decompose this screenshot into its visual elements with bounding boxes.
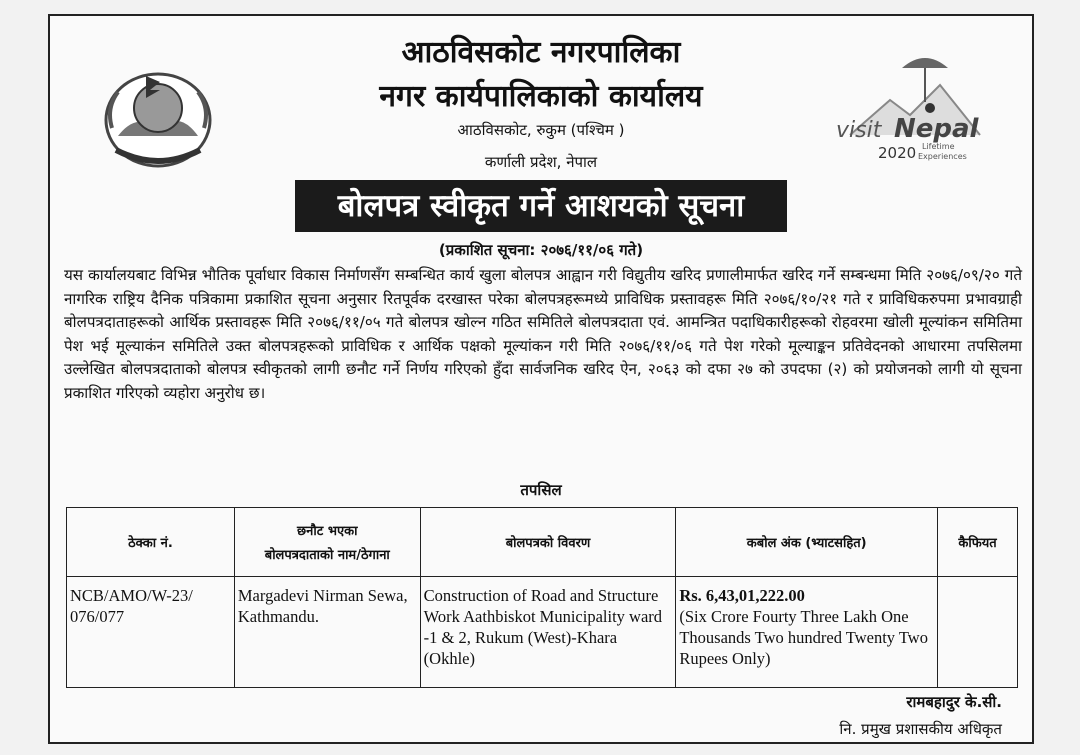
notice-body: यस कार्यालयबाट विभिन्न भौतिक पूर्वाधार विकास निर्माणसँग सम्बन्धित कार्य खुला बोलपत्र आह्वान गरी विद्युतीय खरिद प्रणालीमार्फत खरिद गर्ने सम्बन्धमा मिति २०७६/०९/२० गते नागरिक राष्ट्रिय दैनिक पत्रिकामा प्रकाशित सूचना अनुसार रितपूर्वक दरखास्त परेका बोलपत्रहरूमध्ये प्राविधिक प्रस्तावहरू मिति २०७६/१०/२१ गते र प्राविधिकरुपमा प्रभावग्राही बोलपत्रदाताहरूको आर्थिक प्रस्तावहरू मिति २०७६/११/०५ गते बोलपत्र खोल्न गठित समितिले बोलपत्रदाता एवं. आमन्त्रित पदाधिकारीहरूको रोहवरमा खोली मूल्यांकन समितिमा पेश भई मूल्याकंन समितिले उक्त बोलपत्रहरूको प्राविधिक र आर्थिक पक्षको मूल्यांकन गरी मिति २०७६/११/०६ गते पेश गरेको मूल्याङ्कन प्रतिवेदनको आधारमा तपसिलमा उल्लेखित बोलपत्रदाताको बोलपत्र स्वीकृतको लागी छनौट गर्ने निर्णय गरिएको हुँदा सार्वजनिक खरिद ऐन, २०६३ को दफा २७ को उपदफा (२) को प्रयोजनको लागी यो सूचना प्रकाशित गरिएको व्यहोरा अनुरोध छ। xyxy=(64,266,1022,402)
details-table xyxy=(66,507,1018,688)
office-name: आठविसकोट नगरपालिका xyxy=(401,35,681,70)
signatory-designation: नि. प्रमुख प्रशासकीय अधिकृत xyxy=(839,720,1002,738)
amount-words: (Six Crore Fourty Three Lakh One Thousands Two hundred Twenty Two Rupees Only) xyxy=(679,607,928,668)
tagline-lifetime: Lifetime xyxy=(922,142,955,151)
table-header-row xyxy=(67,508,1018,577)
nepal-text: Nepal xyxy=(894,114,979,144)
notice-frame xyxy=(48,14,1034,744)
cell-description: Construction of Road and Structure Work Aathbiskot Municipality ward -1 & 2, Rukum (West)-Khara (Okhle) xyxy=(420,577,676,688)
cell-bidder: Margadevi Nirman Sewa, Kathmandu. xyxy=(234,577,420,688)
cell-contract-no: NCB/AMO/W-23/ 076/077 xyxy=(67,577,235,688)
tapasil-heading: तपसिल xyxy=(520,481,562,499)
amount-figure: Rs. 6,43,01,222.00 xyxy=(679,586,805,605)
tagline-experiences: Experiences xyxy=(918,152,967,161)
table-row xyxy=(67,577,1018,688)
signatory-name: रामबहादुर के.सी. xyxy=(906,693,1002,711)
header-bidder xyxy=(234,508,420,577)
header-bidder-line2: बोलपत्रदाताको नाम/ठेगाना xyxy=(264,548,390,563)
header-remarks: कैफियत xyxy=(938,508,1018,577)
published-date: (प्रकाशित सूचना: २०७६/११/०६ गते) xyxy=(438,241,644,259)
year-text: 2020 xyxy=(878,144,917,162)
header-amount: कबोल अंक (भ्याटसहित) xyxy=(676,508,938,577)
visit-text: visit xyxy=(836,118,882,143)
header-bidder-line1: छनौट भएका xyxy=(297,524,358,539)
office-address: आठविसकोट, रुकुम (पश्चिम ) xyxy=(457,121,625,139)
office-subtitle: नगर कार्यपालिकाको कार्यालय xyxy=(379,79,703,114)
header-description: बोलपत्रको विवरण xyxy=(420,508,676,577)
cell-amount xyxy=(676,577,938,688)
office-province: कर्णाली प्रदेश, नेपाल xyxy=(484,153,598,171)
notice-title-banner: बोलपत्र स्वीकृत गर्ने आशयको सूचना xyxy=(295,180,787,232)
cell-remarks xyxy=(938,577,1018,688)
header-contract-no: ठेक्का नं. xyxy=(67,508,235,577)
